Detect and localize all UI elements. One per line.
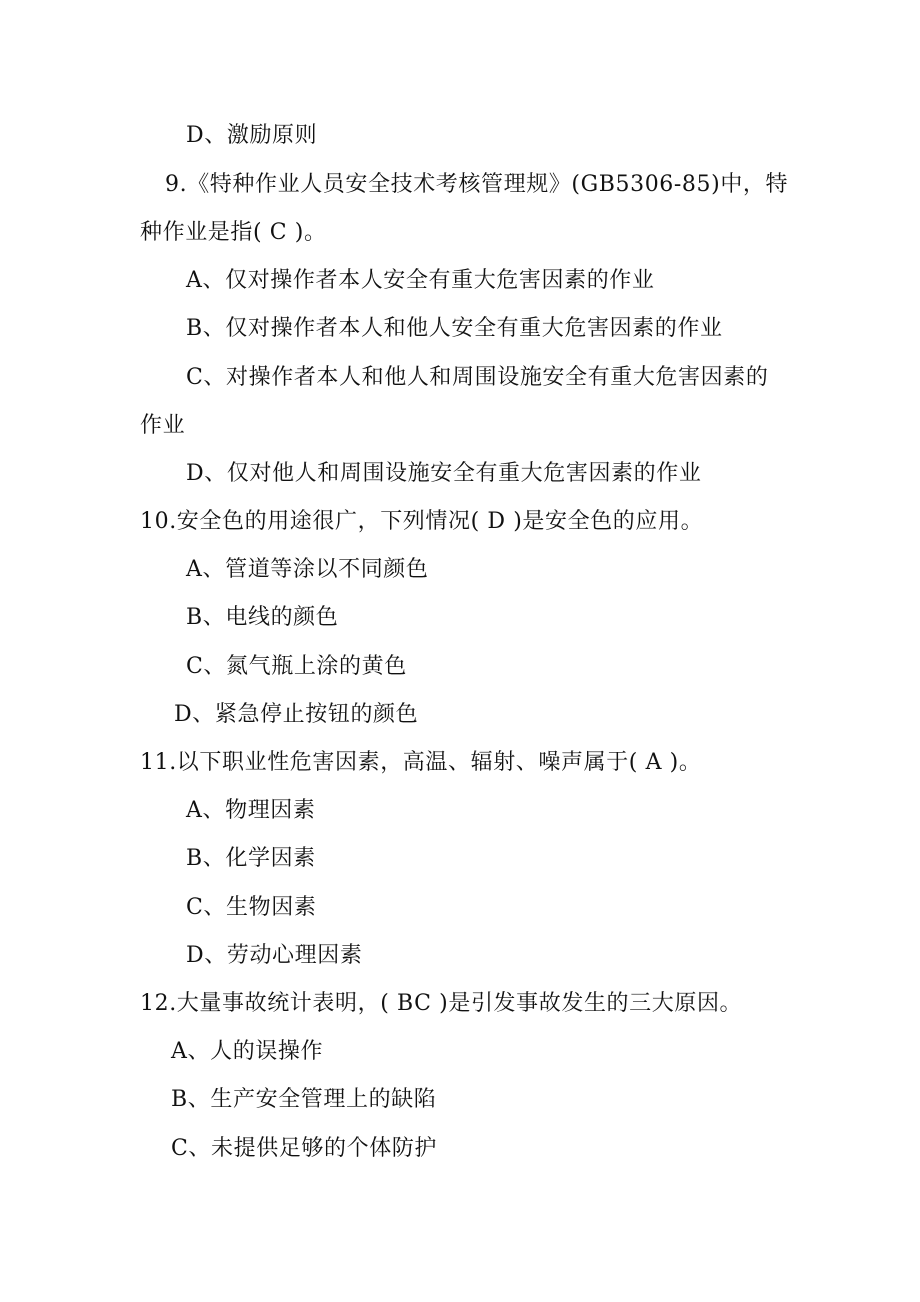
q12-option-c: C、未提供足够的个体防护: [171, 1136, 438, 1161]
q10-option-b: B、电线的颜色: [186, 605, 339, 630]
q9-question-line-1: 9.《特种作业人员安全技术考核管理规》(GB5306-85)中，特: [165, 172, 789, 197]
q8-option-d: D、激励原则: [186, 123, 318, 148]
q9-option-c-line-1: C、对操作者本人和他人和周围设施安全有重大危害因素的: [186, 365, 769, 390]
q11-option-d: D、劳动心理因素: [186, 943, 363, 968]
q11-option-b: B、化学因素: [186, 846, 316, 871]
q10-option-c: C、氮气瓶上涂的黄色: [186, 654, 407, 679]
q12-option-a: A、人的误操作: [171, 1039, 324, 1064]
q11-option-c: C、生物因素: [186, 895, 317, 920]
q10-option-d: D、紧急停止按钮的颜色: [174, 702, 419, 727]
q9-option-c-line-2: 作业: [140, 413, 186, 438]
q10-question: 10.安全色的用途很广，下列情况( D )是安全色的应用。: [140, 509, 704, 534]
q9-option-b: B、仅对操作者本人和他人安全有重大危害因素的作业: [186, 316, 723, 341]
q12-option-b: B、生产安全管理上的缺陷: [171, 1087, 437, 1112]
q11-option-a: A、物理因素: [186, 798, 316, 823]
q11-question: 11.以下职业性危害因素，高温、辐射、噪声属于( A )。: [140, 750, 702, 775]
q9-option-a: A、仅对操作者本人安全有重大危害因素的作业: [186, 268, 655, 293]
q9-question-line-2: 种作业是指( C )。: [140, 220, 327, 245]
q9-option-d: D、仅对他人和周围设施安全有重大危害因素的作业: [186, 461, 702, 486]
q10-option-a: A、管道等涂以不同颜色: [186, 557, 429, 582]
q12-question: 12.大量事故统计表明，( BC )是引发事故发生的三大原因。: [140, 991, 743, 1016]
